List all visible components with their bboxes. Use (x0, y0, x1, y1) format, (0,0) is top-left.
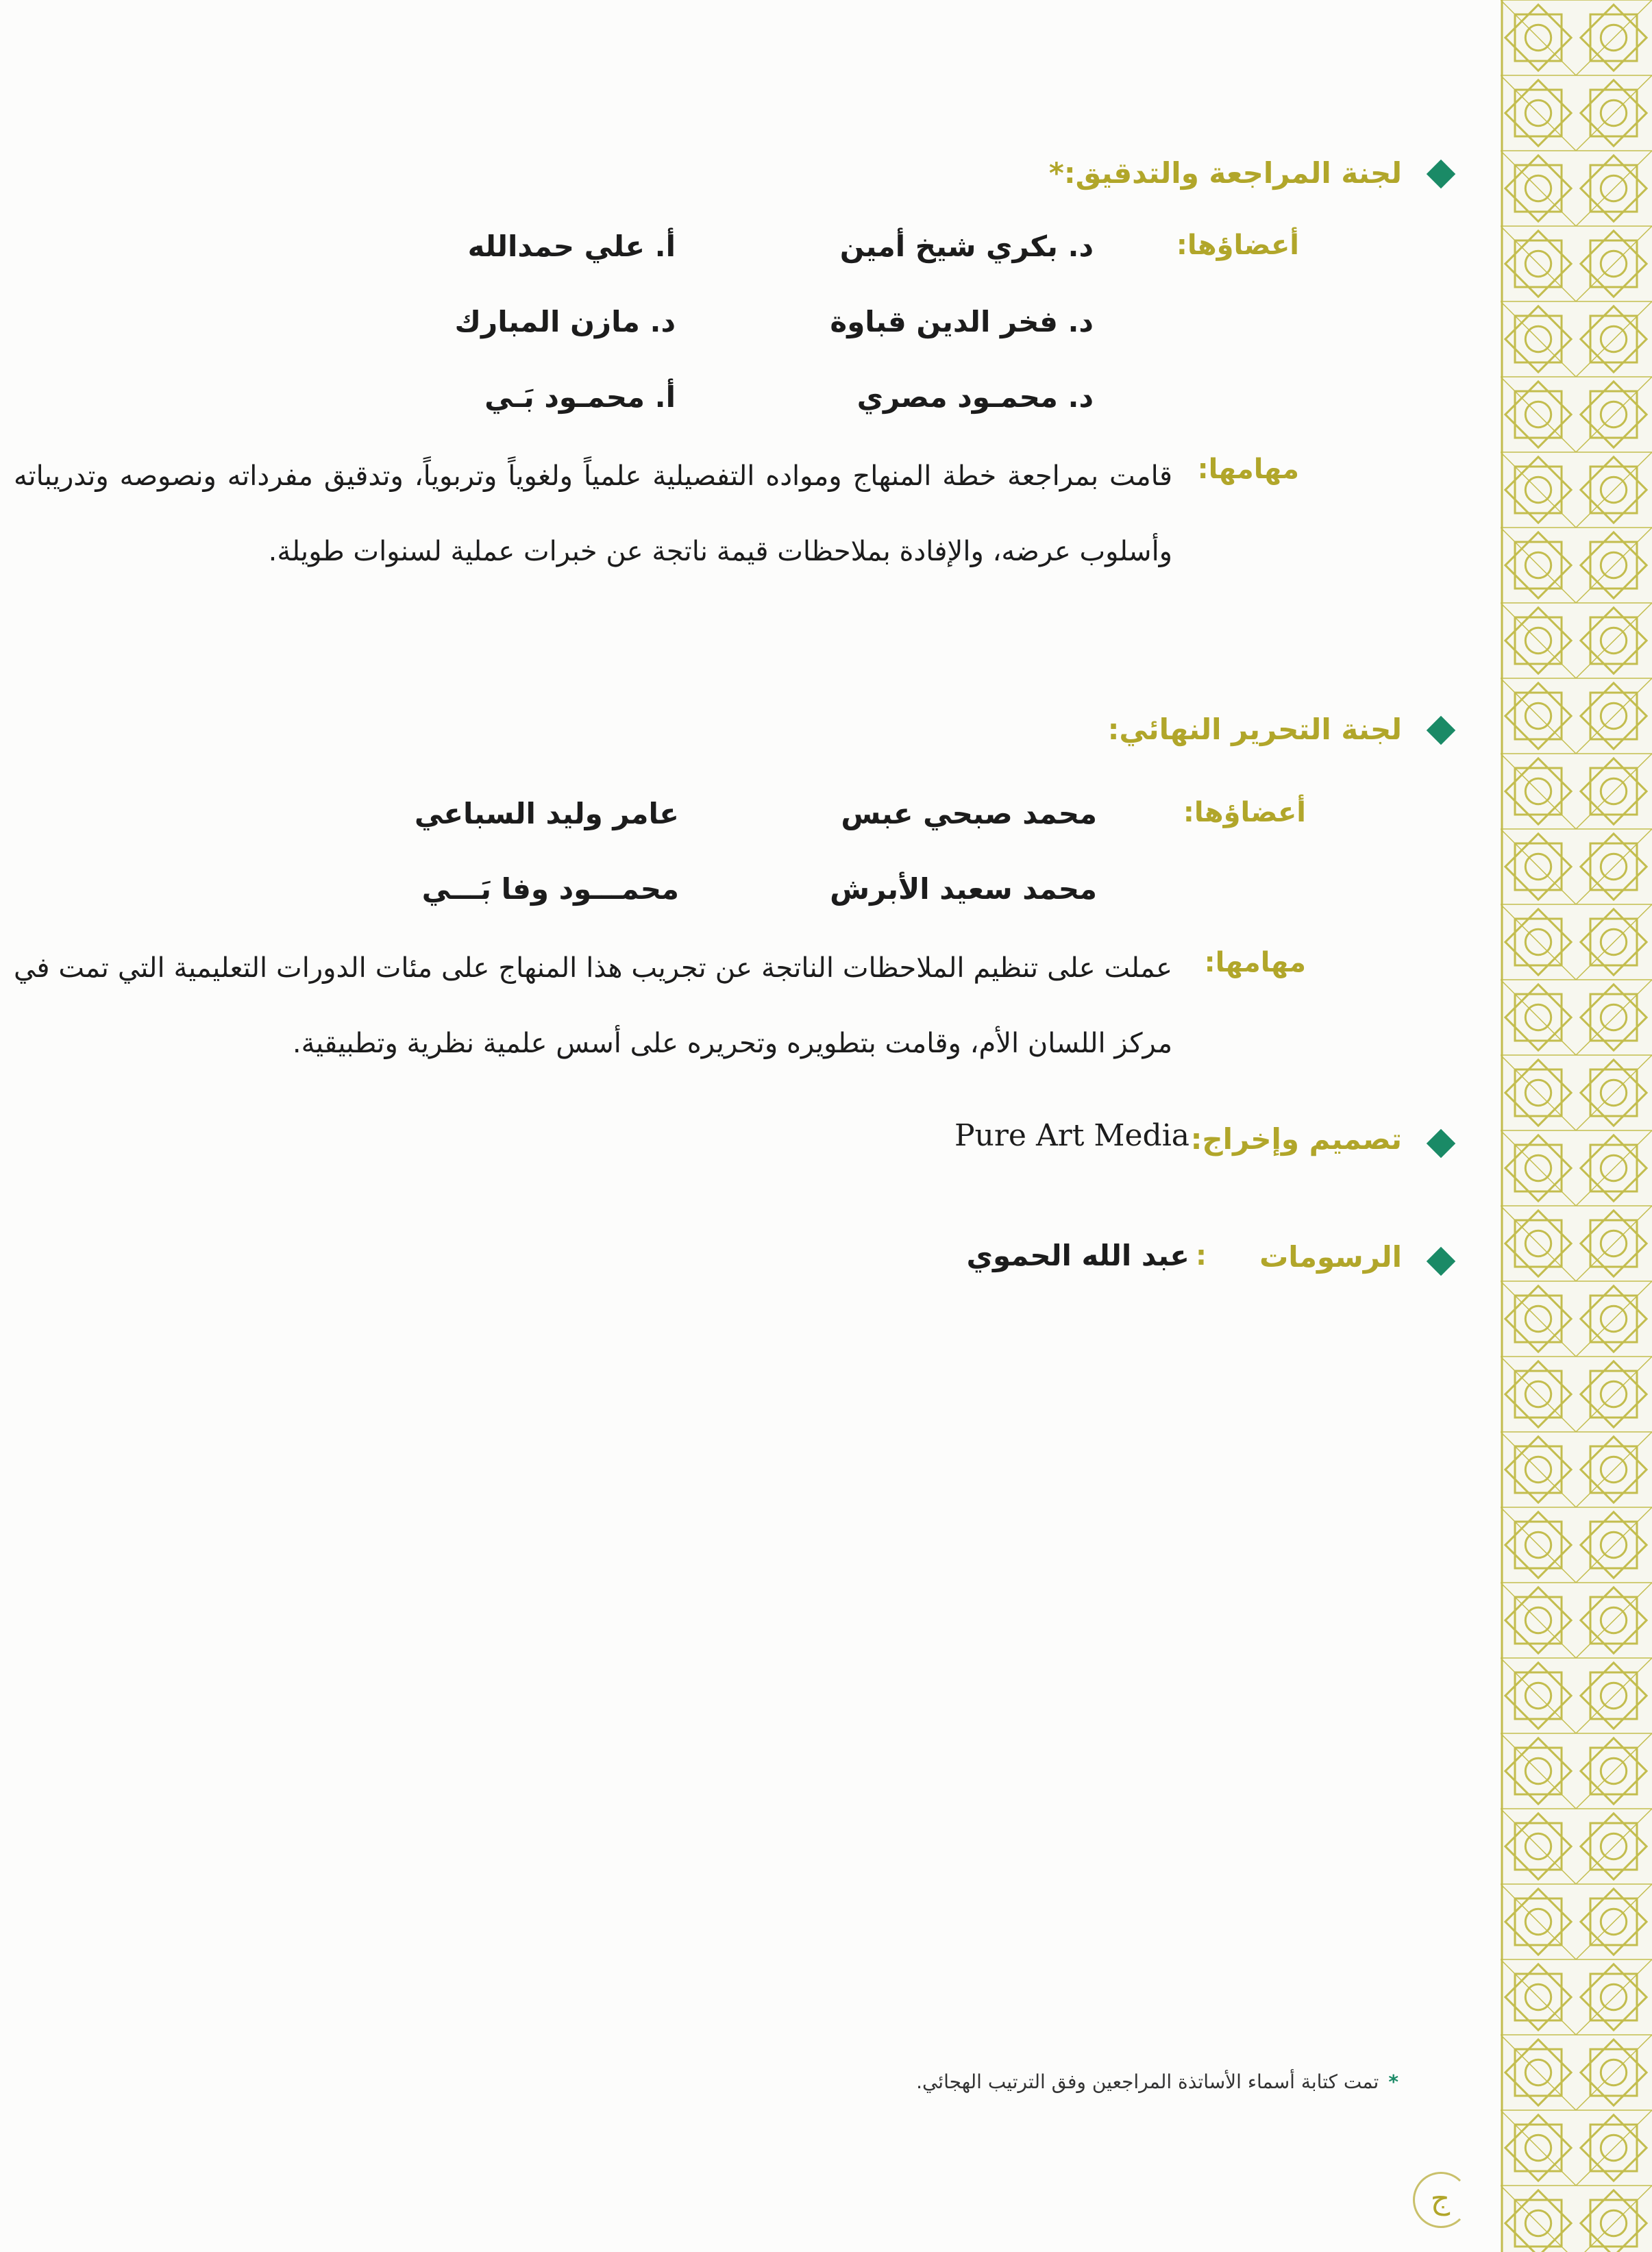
final-member: محمد صبحي عبس (841, 797, 1097, 830)
diamond-bullet-icon (1427, 1129, 1455, 1158)
final-member: محمد سعيد الأبرش (830, 872, 1097, 906)
page-number (1413, 2172, 1468, 2227)
review-member: د. فخر الدين قباوة (830, 305, 1094, 338)
illustrations-value: عبد الله الحموي (966, 1239, 1189, 1272)
review-committee-heading-text: لجنة المراجعة والتدقيق: (1063, 156, 1402, 190)
final-tasks-label: مهامها: (1204, 947, 1306, 978)
diamond-bullet-icon (1427, 1247, 1455, 1276)
review-member: د. محمـود مصري (856, 380, 1094, 414)
review-committee-heading (1049, 156, 1402, 190)
footnote (916, 2070, 1398, 2093)
final-editing-heading: لجنة التحرير النهائي: (1107, 713, 1402, 746)
final-tasks-text: عملت على تنظيم الملاحظات الناتجة عن تجريب هذا المنهاج على مئات الدورات التعليمية التي تمت في مركز اللسان الأم، وقامت بتطويره وتحريره على أسس علمية نظرية وتطبيقية. (14, 952, 1172, 1059)
diamond-bullet-icon (1427, 160, 1455, 188)
review-member: د. بكري شيخ أمين (839, 230, 1094, 263)
diamond-bullet-icon (1427, 716, 1455, 745)
illustrations-label: الرسومات (1259, 1240, 1402, 1274)
geometric-star-pattern-icon (1501, 0, 1652, 2252)
review-tasks-text: قامت بمراجعة خطة المنهاج ومواده التفصيلية علمياً ولغوياً وتربوياً، وتدقيق مفرداته ونصوصه وتدريباته وأسلوب عرضه، والإفادة بملاحظات قيمة ناتجة عن خبرات عملية لسنوات طويلة. (14, 460, 1172, 567)
review-member: أ. علي حمدالله (467, 230, 676, 263)
page-number-text: ج (1430, 2181, 1451, 2216)
review-members-label: أعضاؤها: (1176, 230, 1299, 261)
final-member: عامر وليد السباعي (414, 797, 679, 830)
review-member: أ. محمـود بَـي (484, 380, 676, 414)
footnote-star: * (1388, 2070, 1398, 2093)
heading-star: * (1048, 156, 1064, 190)
footnote-text: تمت كتابة أسماء الأساتذة المراجعين وفق الترتيب الهجائي. (916, 2070, 1379, 2093)
final-member: محمـــود وفا بَـــي (421, 872, 679, 906)
design-value: Pure Art Media (954, 1118, 1189, 1153)
design-label: تصميم وإخراج: (1190, 1122, 1402, 1156)
decorative-border (1501, 0, 1652, 2252)
review-member: د. مازن المبارك (454, 305, 676, 338)
illustrations-separator: : (1196, 1240, 1207, 1272)
review-tasks-label: مهامها: (1197, 454, 1299, 485)
final-members-label: أعضاؤها: (1183, 797, 1306, 828)
